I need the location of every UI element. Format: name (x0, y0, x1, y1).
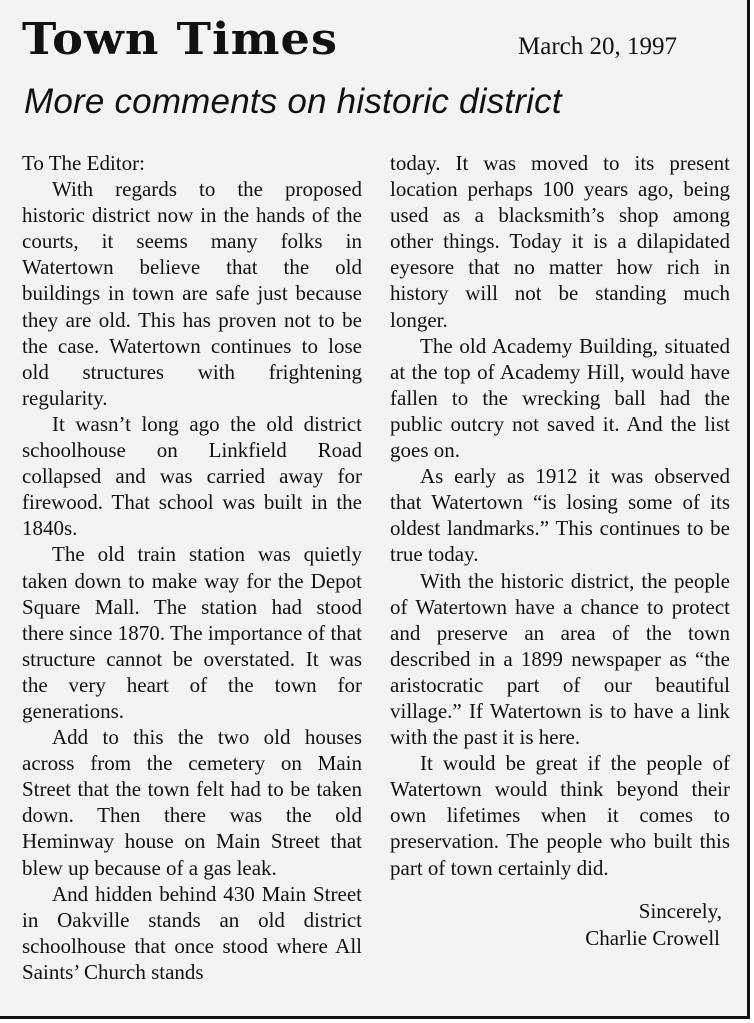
paragraph: It would be great if the people of Watertown would think beyond their own lifetimes when it comes to preservation. The people who built this part of town certainly did. (390, 751, 730, 880)
letter-signoff (390, 898, 722, 952)
article-headline: More comments on historic district (24, 82, 562, 121)
paragraph: As early as 1912 it was observed that Watertown “is losing some of its oldest landmarks.” This continues to be true today. (390, 464, 730, 567)
paragraph: The old Academy Building, situated at the top of Academy Hill, would have fallen to the wrecking ball had the public outcry not saved it. And the list goes on. (390, 333, 730, 463)
paragraph: It wasn’t long ago the old district schoolhouse on Linkfield Road collapsed and was carried away for firewood. That school was built in the 1840s. (22, 411, 362, 541)
paragraph: Add to this the two old houses across from the cemetery on Main Street that the town felt had to be taken down. Then there was the old Heminway house on Main Street that blew up because of a gas leak. (22, 725, 362, 880)
article-column-right (390, 150, 730, 881)
paragraph: And hidden behind 430 Main Street in Oakville stands an old district schoolhouse that once stood where All Saints’ Church stands (22, 881, 362, 984)
issue-date: March 20, 1997 (518, 33, 677, 60)
paragraph: With the historic district, the people of Watertown have a chance to protect and preserve an area of the town described in a 1899 newspaper as “the aristocratic part of our beautiful village.” If Watertown is to have a link with the past it is here. (390, 568, 730, 750)
author-name: Charlie Crowell (585, 926, 720, 950)
paragraph: The old train station was quietly taken down to make way for the Depot Square Mall. The station had stood there since 1870. The importance of that structure cannot be overstated. It was the very heart of the town for generations. (22, 542, 362, 723)
paragraph: With regards to the proposed historic district now in the hands of the courts, it seems many folks in Watertown believe that the old buildings in town are safe just because they are old. This has proven not to be the case. Watertown continues to lose old structures with frightening regularity. (22, 177, 362, 410)
newspaper-masthead: Town Times (22, 14, 339, 65)
article-column-left (22, 150, 362, 985)
paragraph-continued: today. It was moved to its present location perhaps 100 years ago, being used as a blacksmith’s shop among other things. Today it is a dilapidated eyesore that no matter how rich in history will not be standing much longer. (390, 151, 730, 332)
closing: Sincerely, (638, 899, 722, 923)
salutation: To The Editor: (22, 151, 145, 175)
